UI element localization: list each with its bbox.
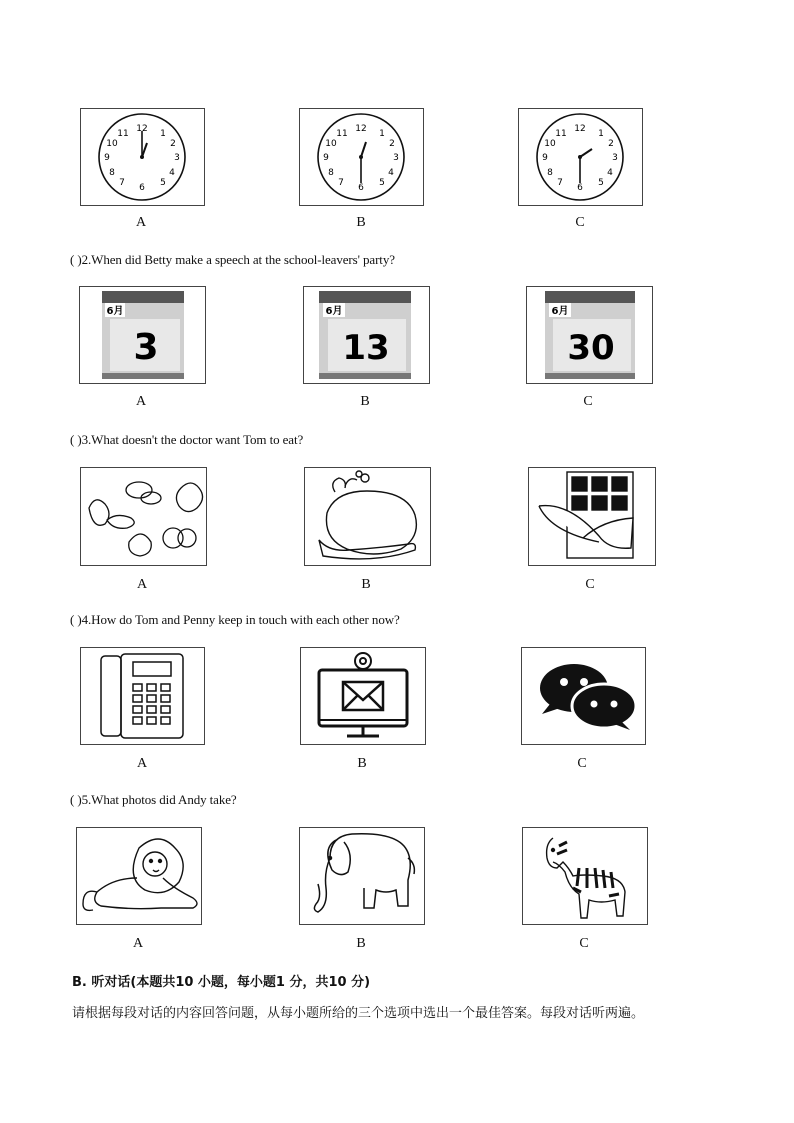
svg-text:4: 4 [169, 168, 175, 178]
svg-text:5: 5 [379, 178, 385, 188]
svg-text:7: 7 [119, 178, 125, 188]
section-b-instruction: 请根据每段对话的内容回答问题，从每小题所给的三个选项中选出一个最佳答案。每段对话听两遍。 [72, 1006, 645, 1021]
telephone-option-a [80, 647, 205, 745]
svg-text:2: 2 [389, 139, 395, 149]
svg-text:1: 1 [160, 129, 166, 139]
email-computer-option-b [300, 647, 426, 745]
svg-text:5: 5 [598, 178, 604, 188]
svg-text:4: 4 [388, 168, 394, 178]
elephant-option-b [299, 827, 425, 925]
option-label-a: A [136, 756, 148, 771]
option-label-b: B [360, 394, 370, 409]
svg-text:12: 12 [136, 124, 148, 134]
option-label-c: C [575, 215, 585, 230]
svg-text:9: 9 [104, 153, 110, 163]
section-b-title: B. 听对话(本题共10 小题，每小题1 分，共10 分) [72, 975, 371, 990]
zebra-option-c [522, 827, 648, 925]
svg-text:10: 10 [325, 139, 337, 149]
calendar-option-a [79, 286, 206, 384]
question-4: ( )4.How do Tom and Penny keep in touch with each other now? [70, 612, 400, 627]
option-label-a: A [135, 394, 147, 409]
svg-text:2: 2 [608, 139, 614, 149]
svg-text:3: 3 [174, 153, 180, 163]
question-2: ( )2.When did Betty make a speech at the school-leavers' party? [70, 252, 395, 267]
chocolate-option-c [528, 467, 656, 566]
svg-text:8: 8 [547, 168, 553, 178]
roast-chicken-option-b [304, 467, 431, 566]
calendar-day-3: 3 [133, 327, 159, 368]
svg-text:6: 6 [577, 183, 583, 193]
option-label-c: C [583, 394, 593, 409]
svg-text:8: 8 [109, 168, 115, 178]
svg-text:5: 5 [160, 178, 166, 188]
svg-text:1: 1 [379, 129, 385, 139]
svg-text:12: 12 [574, 124, 586, 134]
svg-text:12: 12 [355, 124, 367, 134]
calendar-month: 6月 [551, 306, 569, 317]
svg-text:4: 4 [607, 168, 613, 178]
clock-option-b [299, 108, 424, 206]
option-label-c: C [585, 577, 595, 592]
lion-option-a [76, 827, 202, 925]
option-label-a: A [135, 215, 147, 230]
calendar-day-30: 30 [567, 328, 615, 368]
option-label-b: B [361, 577, 371, 592]
svg-text:3: 3 [612, 153, 618, 163]
clock-option-c [518, 108, 643, 206]
svg-text:11: 11 [555, 129, 567, 139]
svg-text:7: 7 [338, 178, 344, 188]
option-label-c: C [579, 936, 589, 951]
calendar-month: 6月 [325, 306, 343, 317]
option-label-a: A [136, 577, 148, 592]
svg-text:8: 8 [328, 168, 334, 178]
calendar-day-13: 13 [342, 328, 390, 368]
chat-bubbles-option-c [521, 647, 646, 745]
calendar-option-c [526, 286, 653, 384]
calendar-month: 6月 [106, 306, 124, 317]
svg-text:9: 9 [323, 153, 329, 163]
svg-text:7: 7 [557, 178, 563, 188]
svg-text:9: 9 [542, 153, 548, 163]
option-label-b: B [357, 756, 367, 771]
clock-option-a [80, 108, 205, 206]
svg-text:10: 10 [544, 139, 556, 149]
svg-text:11: 11 [117, 129, 129, 139]
option-label-c: C [577, 756, 587, 771]
question-3: ( )3.What doesn't the doctor want Tom to eat? [70, 432, 304, 447]
calendar-option-b [303, 286, 430, 384]
svg-text:6: 6 [358, 183, 364, 193]
question-5: ( )5.What photos did Andy take? [70, 792, 237, 807]
option-label-b: B [356, 936, 366, 951]
svg-text:6: 6 [139, 183, 145, 193]
svg-text:1: 1 [598, 129, 604, 139]
svg-text:11: 11 [336, 129, 348, 139]
svg-text:3: 3 [393, 153, 399, 163]
svg-text:2: 2 [170, 139, 176, 149]
option-label-a: A [132, 936, 144, 951]
option-label-b: B [356, 215, 366, 230]
vegetables-option-a [80, 467, 207, 566]
svg-text:10: 10 [106, 139, 118, 149]
